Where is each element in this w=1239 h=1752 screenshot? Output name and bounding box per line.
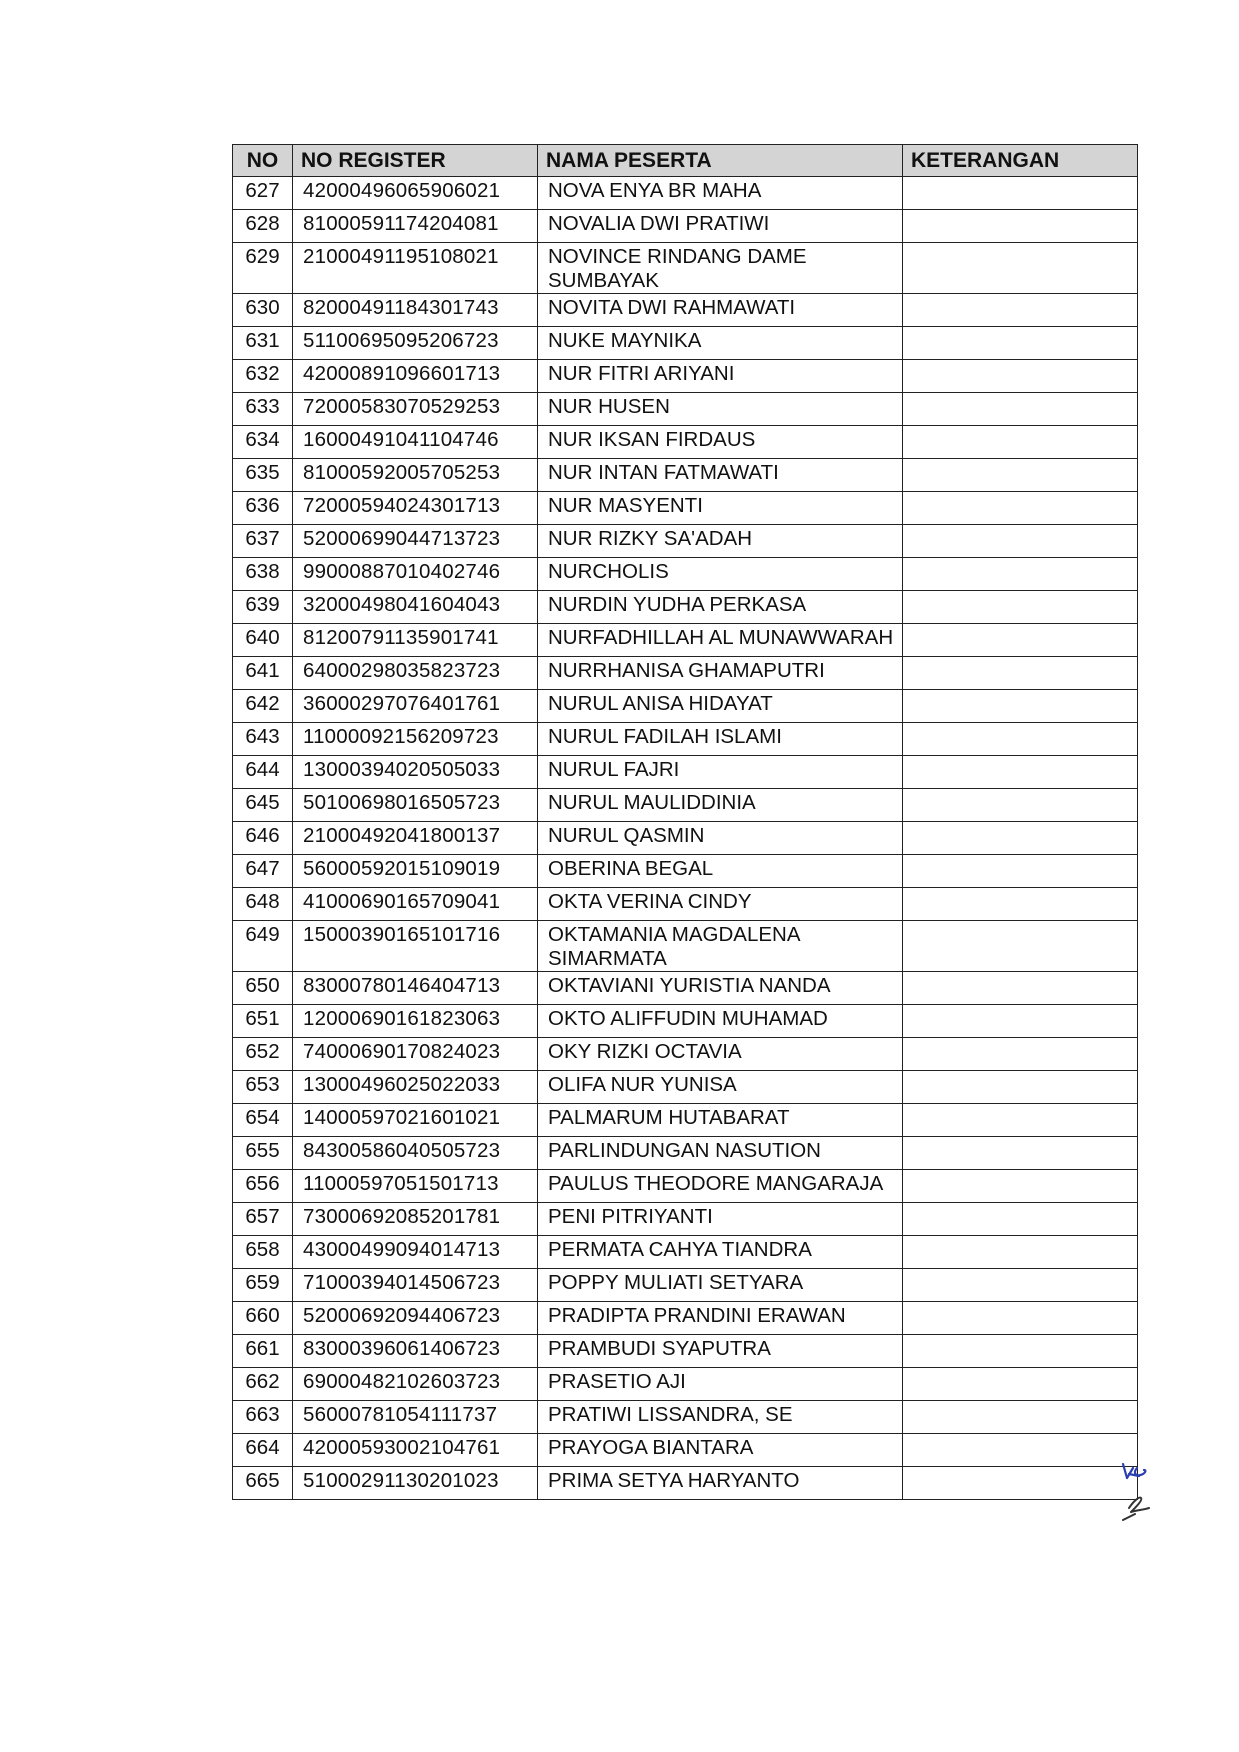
cell-no: 637 (233, 525, 293, 558)
cell-name: PRATIWI LISSANDRA, SE (538, 1401, 903, 1434)
header-register: NO REGISTER (293, 145, 538, 177)
cell-register: 52000692094406723 (293, 1302, 538, 1335)
table-row (233, 723, 1138, 756)
cell-no: 660 (233, 1302, 293, 1335)
cell-name: OBERINA BEGAL (538, 855, 903, 888)
table-row (233, 921, 1138, 972)
cell-no: 643 (233, 723, 293, 756)
cell-name: OKTAVIANI YURISTIA NANDA (538, 972, 903, 1005)
table-row (233, 1104, 1138, 1137)
cell-no: 632 (233, 360, 293, 393)
cell-no: 645 (233, 789, 293, 822)
cell-register: 11000092156209723 (293, 723, 538, 756)
table-row (233, 243, 1138, 294)
table-row (233, 210, 1138, 243)
cell-register: 51100695095206723 (293, 327, 538, 360)
table-row (233, 1005, 1138, 1038)
cell-name: NURUL FADILAH ISLAMI (538, 723, 903, 756)
table-row (233, 789, 1138, 822)
cell-no: 658 (233, 1236, 293, 1269)
cell-no: 630 (233, 294, 293, 327)
cell-no: 641 (233, 657, 293, 690)
table-row (233, 822, 1138, 855)
cell-no: 654 (233, 1104, 293, 1137)
cell-register: 12000690161823063 (293, 1005, 538, 1038)
cell-note (903, 360, 1138, 393)
cell-note (903, 1104, 1138, 1137)
cell-note (903, 426, 1138, 459)
cell-note (903, 1302, 1138, 1335)
table-row (233, 624, 1138, 657)
cell-no: 653 (233, 1071, 293, 1104)
cell-name: NURUL ANISA HIDAYAT (538, 690, 903, 723)
cell-note (903, 690, 1138, 723)
table-row (233, 1071, 1138, 1104)
cell-register: 16000491041104746 (293, 426, 538, 459)
cell-note (903, 591, 1138, 624)
cell-no: 648 (233, 888, 293, 921)
cell-name: NUR RIZKY SA'ADAH (538, 525, 903, 558)
cell-name: OLIFA NUR YUNISA (538, 1071, 903, 1104)
table-row (233, 525, 1138, 558)
cell-name: NURUL FAJRI (538, 756, 903, 789)
cell-register: 42000593002104761 (293, 1434, 538, 1467)
cell-note (903, 1335, 1138, 1368)
cell-name: POPPY MULIATI SETYARA (538, 1269, 903, 1302)
cell-note (903, 243, 1138, 294)
table-row (233, 888, 1138, 921)
table-body (233, 177, 1138, 1500)
table-row (233, 1038, 1138, 1071)
cell-name: NUKE MAYNIKA (538, 327, 903, 360)
table-row (233, 1137, 1138, 1170)
table-row (233, 1170, 1138, 1203)
table-row (233, 1467, 1138, 1500)
cell-register: 32000498041604043 (293, 591, 538, 624)
cell-name: PARLINDUNGAN NASUTION (538, 1137, 903, 1170)
cell-register: 42000496065906021 (293, 177, 538, 210)
cell-no: 647 (233, 855, 293, 888)
cell-register: 56000592015109019 (293, 855, 538, 888)
cell-no: 633 (233, 393, 293, 426)
cell-name: NURUL QASMIN (538, 822, 903, 855)
cell-note (903, 888, 1138, 921)
cell-note (903, 921, 1138, 972)
cell-no: 659 (233, 1269, 293, 1302)
cell-register: 51000291130201023 (293, 1467, 538, 1500)
cell-note (903, 855, 1138, 888)
cell-no: 629 (233, 243, 293, 294)
cell-name: OKY RIZKI OCTAVIA (538, 1038, 903, 1071)
table-row (233, 690, 1138, 723)
cell-name: PRADIPTA PRANDINI ERAWAN (538, 1302, 903, 1335)
cell-name: PENI PITRIYANTI (538, 1203, 903, 1236)
cell-register: 74000690170824023 (293, 1038, 538, 1071)
table-row (233, 1401, 1138, 1434)
table-row (233, 1236, 1138, 1269)
handwritten-initials (1115, 1462, 1175, 1532)
table-row (233, 558, 1138, 591)
cell-note (903, 1434, 1138, 1467)
cell-no: 639 (233, 591, 293, 624)
cell-no: 642 (233, 690, 293, 723)
cell-note (903, 210, 1138, 243)
cell-note (903, 1071, 1138, 1104)
cell-register: 84300586040505723 (293, 1137, 538, 1170)
cell-note (903, 1401, 1138, 1434)
cell-register: 99000887010402746 (293, 558, 538, 591)
table-row (233, 426, 1138, 459)
cell-register: 13000394020505033 (293, 756, 538, 789)
cell-note (903, 822, 1138, 855)
cell-register: 50100698016505723 (293, 789, 538, 822)
cell-name: OKTAMANIA MAGDALENA SIMARMATA (538, 921, 903, 972)
cell-name: NOVA ENYA BR MAHA (538, 177, 903, 210)
cell-note (903, 492, 1138, 525)
cell-no: 628 (233, 210, 293, 243)
cell-no: 663 (233, 1401, 293, 1434)
cell-note (903, 1038, 1138, 1071)
cell-register: 69000482102603723 (293, 1368, 538, 1401)
cell-register: 43000499094014713 (293, 1236, 538, 1269)
cell-register: 52000699044713723 (293, 525, 538, 558)
table-row (233, 756, 1138, 789)
cell-register: 81200791135901741 (293, 624, 538, 657)
cell-no: 664 (233, 1434, 293, 1467)
table-row (233, 591, 1138, 624)
table-row (233, 1269, 1138, 1302)
cell-note (903, 789, 1138, 822)
cell-note (903, 1236, 1138, 1269)
table-row (233, 360, 1138, 393)
cell-no: 652 (233, 1038, 293, 1071)
table-row (233, 327, 1138, 360)
header-row (233, 145, 1138, 177)
header-note: KETERANGAN (903, 145, 1138, 177)
cell-name: PAULUS THEODORE MANGARAJA (538, 1170, 903, 1203)
cell-no: 650 (233, 972, 293, 1005)
cell-no: 640 (233, 624, 293, 657)
cell-register: 71000394014506723 (293, 1269, 538, 1302)
cell-name: NOVINCE RINDANG DAME SUMBAYAK (538, 243, 903, 294)
cell-name: NURFADHILLAH AL MUNAWWARAH (538, 624, 903, 657)
table-row (233, 855, 1138, 888)
cell-register: 72000583070529253 (293, 393, 538, 426)
cell-no: 665 (233, 1467, 293, 1500)
cell-register: 73000692085201781 (293, 1203, 538, 1236)
cell-register: 82000491184301743 (293, 294, 538, 327)
cell-note (903, 1368, 1138, 1401)
cell-name: NURCHOLIS (538, 558, 903, 591)
cell-register: 83000780146404713 (293, 972, 538, 1005)
cell-name: NURDIN YUDHA PERKASA (538, 591, 903, 624)
table-row (233, 177, 1138, 210)
cell-note (903, 525, 1138, 558)
cell-register: 14000597021601021 (293, 1104, 538, 1137)
initials-stroke-1 (1123, 1464, 1145, 1478)
cell-note (903, 1203, 1138, 1236)
cell-no: 661 (233, 1335, 293, 1368)
cell-name: PRASETIO AJI (538, 1368, 903, 1401)
cell-register: 41000690165709041 (293, 888, 538, 921)
cell-no: 627 (233, 177, 293, 210)
cell-name: PALMARUM HUTABARAT (538, 1104, 903, 1137)
cell-note (903, 459, 1138, 492)
table-row (233, 972, 1138, 1005)
cell-register: 15000390165101716 (293, 921, 538, 972)
cell-name: NUR FITRI ARIYANI (538, 360, 903, 393)
cell-register: 21000492041800137 (293, 822, 538, 855)
cell-note (903, 624, 1138, 657)
cell-name: PERMATA CAHYA TIANDRA (538, 1236, 903, 1269)
cell-register: 81000591174204081 (293, 210, 538, 243)
participants-table (232, 144, 1138, 1500)
cell-note (903, 327, 1138, 360)
cell-no: 655 (233, 1137, 293, 1170)
table-row (233, 657, 1138, 690)
table-row (233, 393, 1138, 426)
cell-note (903, 756, 1138, 789)
cell-name: NUR INTAN FATMAWATI (538, 459, 903, 492)
cell-note (903, 657, 1138, 690)
cell-register: 21000491195108021 (293, 243, 538, 294)
table-row (233, 1368, 1138, 1401)
cell-name: PRIMA SETYA HARYANTO (538, 1467, 903, 1500)
cell-note (903, 1170, 1138, 1203)
cell-no: 657 (233, 1203, 293, 1236)
cell-no: 662 (233, 1368, 293, 1401)
cell-register: 83000396061406723 (293, 1335, 538, 1368)
cell-name: NUR MASYENTI (538, 492, 903, 525)
cell-name: PRAYOGA BIANTARA (538, 1434, 903, 1467)
header-name: NAMA PESERTA (538, 145, 903, 177)
table-row (233, 1302, 1138, 1335)
cell-note (903, 558, 1138, 591)
cell-name: NUR HUSEN (538, 393, 903, 426)
cell-name: NUR IKSAN FIRDAUS (538, 426, 903, 459)
cell-register: 42000891096601713 (293, 360, 538, 393)
cell-no: 656 (233, 1170, 293, 1203)
cell-no: 635 (233, 459, 293, 492)
table-row (233, 459, 1138, 492)
table-row (233, 492, 1138, 525)
cell-register: 81000592005705253 (293, 459, 538, 492)
cell-note (903, 294, 1138, 327)
cell-name: OKTA VERINA CINDY (538, 888, 903, 921)
cell-no: 649 (233, 921, 293, 972)
initials-stroke-2 (1123, 1498, 1149, 1520)
cell-note (903, 1269, 1138, 1302)
table-row (233, 1335, 1138, 1368)
cell-no: 651 (233, 1005, 293, 1038)
cell-register: 56000781054111737 (293, 1401, 538, 1434)
table-row (233, 1203, 1138, 1236)
cell-register: 72000594024301713 (293, 492, 538, 525)
header-no: NO (233, 145, 293, 177)
table-row (233, 294, 1138, 327)
cell-no: 638 (233, 558, 293, 591)
cell-no: 646 (233, 822, 293, 855)
cell-register: 13000496025022033 (293, 1071, 538, 1104)
cell-no: 631 (233, 327, 293, 360)
cell-register: 11000597051501713 (293, 1170, 538, 1203)
cell-note (903, 1467, 1138, 1500)
cell-name: PRAMBUDI SYAPUTRA (538, 1335, 903, 1368)
cell-no: 636 (233, 492, 293, 525)
cell-register: 64000298035823723 (293, 657, 538, 690)
cell-note (903, 723, 1138, 756)
cell-register: 36000297076401761 (293, 690, 538, 723)
cell-name: NURRHANISA GHAMAPUTRI (538, 657, 903, 690)
table-row (233, 1434, 1138, 1467)
cell-note (903, 177, 1138, 210)
table-header (233, 145, 1138, 177)
cell-name: NURUL MAULIDDINIA (538, 789, 903, 822)
cell-name: NOVITA DWI RAHMAWATI (538, 294, 903, 327)
cell-name: NOVALIA DWI PRATIWI (538, 210, 903, 243)
cell-no: 634 (233, 426, 293, 459)
cell-note (903, 393, 1138, 426)
cell-note (903, 1137, 1138, 1170)
cell-no: 644 (233, 756, 293, 789)
cell-note (903, 972, 1138, 1005)
cell-note (903, 1005, 1138, 1038)
cell-name: OKTO ALIFFUDIN MUHAMAD (538, 1005, 903, 1038)
